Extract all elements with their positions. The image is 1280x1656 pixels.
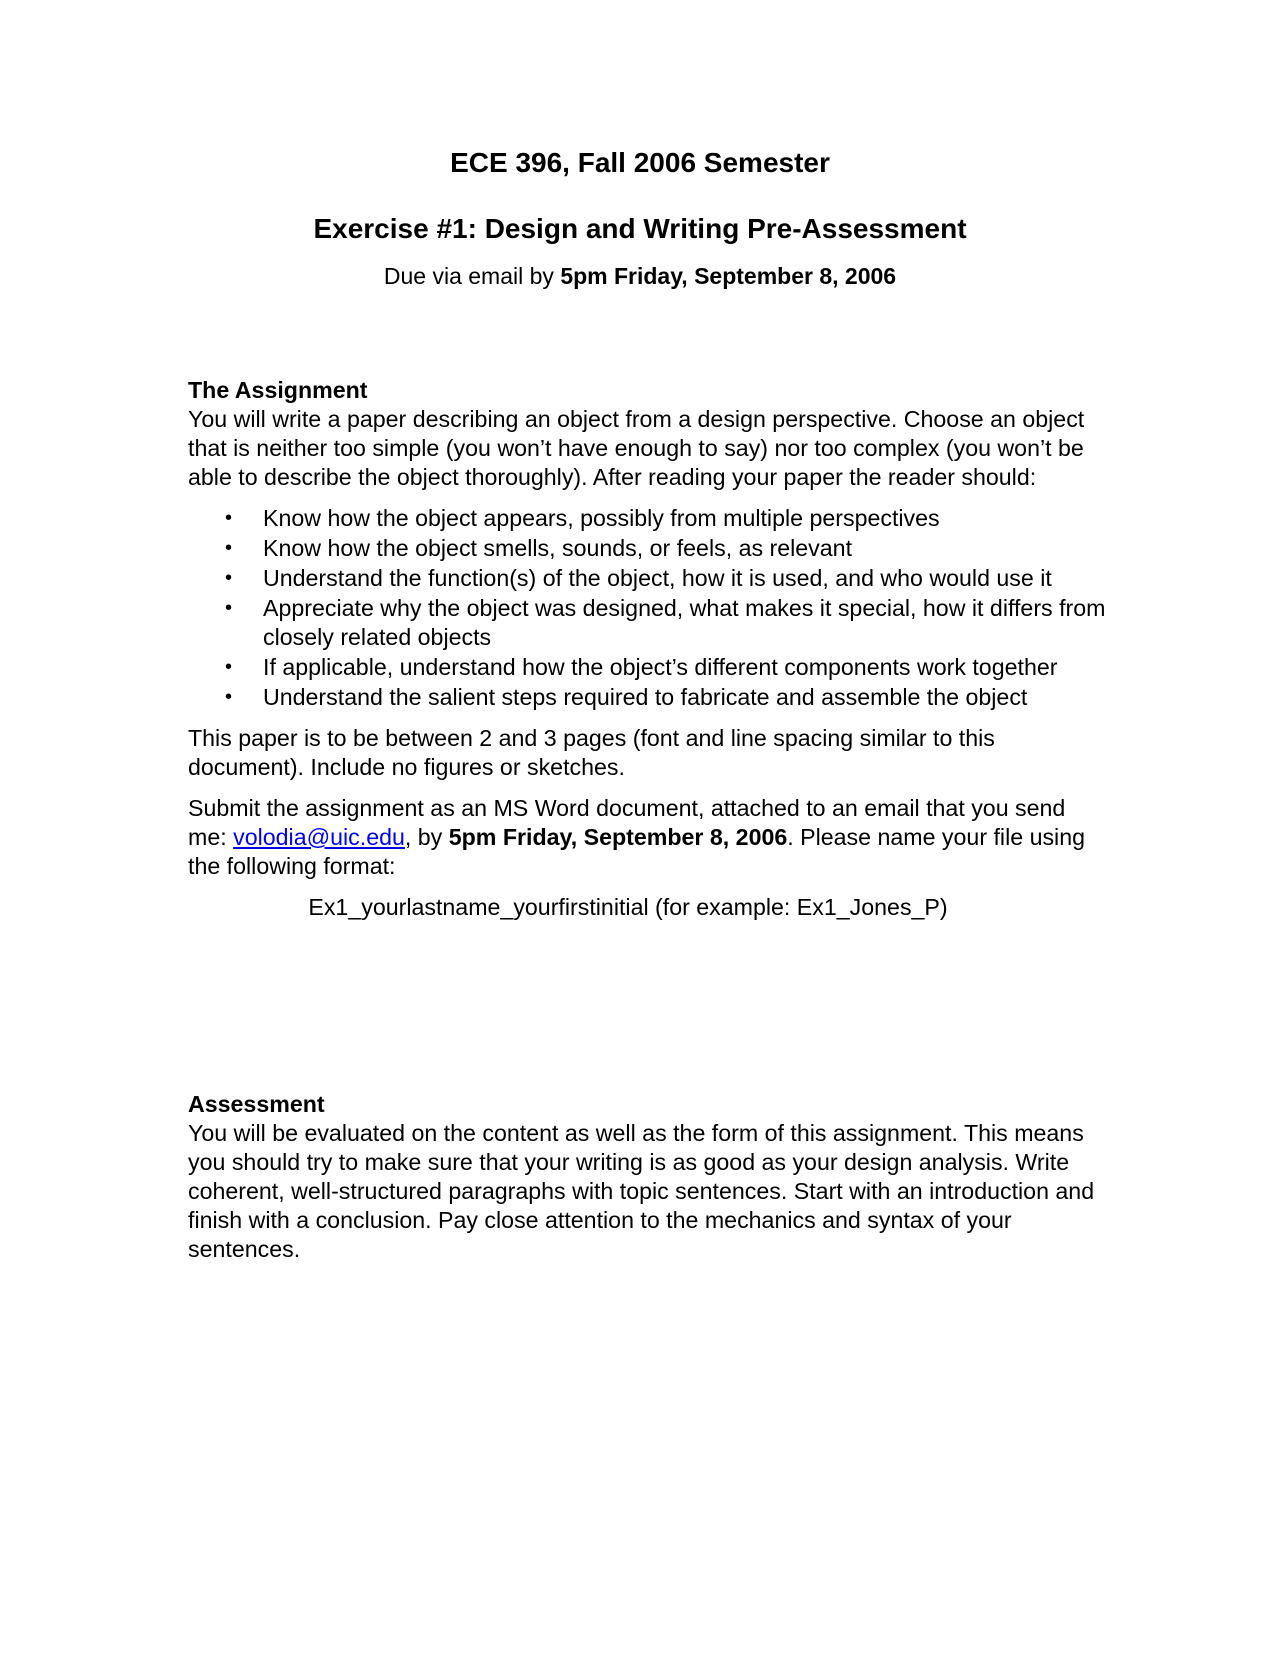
exercise-title: Exercise #1: Design and Writing Pre-Assessment (313, 213, 967, 244)
list-item (188, 504, 1108, 533)
due-prefix: Due via email by (383, 263, 561, 289)
bullet-icon: • (225, 507, 233, 529)
list-item (188, 653, 1108, 682)
submit-suffix: . Please name your file using the following format: (188, 824, 1086, 879)
reader-outcomes-list (188, 504, 1108, 712)
list-item-text: If applicable, understand how the object’s different components work together (263, 654, 1058, 680)
assessment-heading: Assessment (188, 1091, 325, 1117)
submit-prefix: Submit the assignment as an MS Word document, attached to an email that you send me: (188, 795, 1066, 850)
bullet-icon: • (225, 597, 233, 619)
list-item-text: Know how the object appears, possibly from multiple perspectives (263, 505, 940, 531)
submit-mid: , by (404, 824, 449, 850)
list-item-text: Understand the salient steps required to fabricate and assemble the object (263, 684, 1028, 710)
filename-format: Ex1_yourlastname_yourfirstinitial (for example: Ex1_Jones_P) (308, 894, 948, 920)
due-date: 5pm Friday, September 8, 2006 (560, 263, 897, 289)
submit-date: 5pm Friday, September 8, 2006 (448, 824, 788, 850)
list-item-text: Know how the object smells, sounds, or feels, as relevant (263, 535, 853, 561)
assignment-heading: The Assignment (188, 377, 368, 403)
course-title: ECE 396, Fall 2006 Semester (450, 147, 830, 178)
list-item (188, 564, 1108, 593)
bullet-icon: • (225, 686, 233, 708)
bullet-icon: • (225, 537, 233, 559)
assignment-section (188, 376, 1108, 922)
list-item-text: Understand the function(s) of the object, how it is used, and who would use it (263, 565, 1052, 591)
length-note: This paper is to be between 2 and 3 pages (font and line spacing similar to this document). Include no figures or sketches. (188, 725, 995, 780)
email-link[interactable]: volodia@uic.edu (233, 824, 405, 850)
list-item (188, 683, 1108, 712)
submit-instructions (188, 794, 1108, 881)
assessment-body: You will be evaluated on the content as well as the form of this assignment. This means you should try to make sure that your writing is as good as your design analysis. Write coherent, well-structured paragraphs with topic sentences. Start with an introduction and finish with a conclusion. Pay close attention to the mechanics and syntax of your sentences. (188, 1120, 1095, 1262)
list-item (188, 594, 1108, 652)
due-line (0, 262, 1280, 290)
list-item-text: Appreciate why the object was designed, what makes it special, how it differs from closely related objects (263, 595, 1106, 650)
bullet-icon: • (225, 656, 233, 678)
list-item (188, 534, 1108, 563)
bullet-icon: • (225, 567, 233, 589)
assignment-intro: You will write a paper describing an object from a design perspective. Choose an object that is neither too simple (you won’t have enough to say) nor too complex (you won’t be able to describe the object thoroughly). After reading your paper the reader should: (188, 406, 1085, 490)
assessment-section (188, 1090, 1108, 1264)
